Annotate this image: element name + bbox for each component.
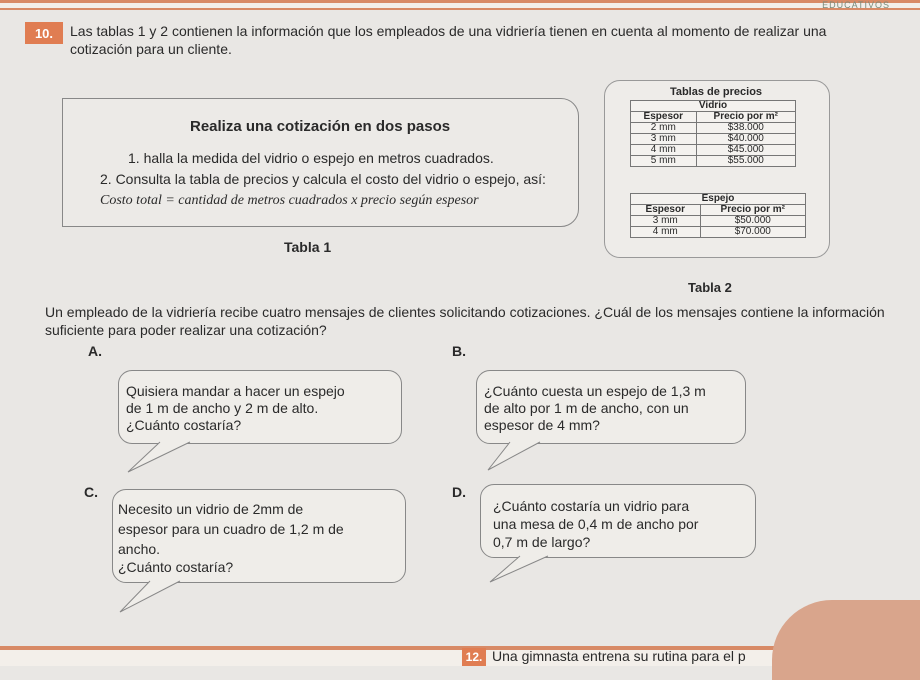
- tabla1-step2: 2. Consulta la tabla de precios y calcula el costo del vidrio o espejo, así:: [100, 171, 546, 187]
- thumb-image: [772, 600, 920, 680]
- tabla2-label: Tabla 2: [688, 280, 732, 295]
- option-c-line: espesor para un cuadro de 1,2 m de: [118, 521, 344, 537]
- question12-number: 12.: [462, 648, 486, 666]
- table-row: [631, 156, 796, 167]
- table-row: [631, 123, 796, 134]
- vidrio-precio: $55.000: [696, 156, 795, 167]
- question-number: 10.: [25, 22, 63, 44]
- option-b-tail: [488, 442, 540, 470]
- espejo-col-espesor: Espesor: [631, 205, 701, 216]
- vidrio-col-precio: Precio por m²: [696, 112, 795, 123]
- espejo-precio: $70.000: [700, 227, 805, 238]
- option-a-label: A.: [88, 343, 102, 359]
- tabla1-title: Realiza una cotización en dos pasos: [190, 118, 451, 135]
- vidrio-price-table: [630, 100, 796, 167]
- espejo-title: Espejo: [631, 194, 806, 205]
- option-a-line: Quisiera mandar a hacer un espejo: [126, 383, 345, 399]
- table-row: [631, 216, 806, 227]
- vidrio-precio: $45.000: [696, 145, 795, 156]
- option-d-tail: [490, 556, 548, 582]
- vidrio-precio: $40.000: [696, 134, 795, 145]
- option-a-tail: [128, 442, 190, 472]
- option-d-line: una mesa de 0,4 m de ancho por: [493, 516, 699, 532]
- tabla1-label: Tabla 1: [284, 239, 332, 255]
- option-c-line: ancho.: [118, 541, 161, 557]
- option-c-tail: [120, 581, 180, 612]
- option-b-line: espesor de 4 mm?: [484, 417, 600, 433]
- table-row: [631, 227, 806, 238]
- vidrio-espesor: 3 mm: [631, 134, 697, 145]
- option-c-line: Necesito un vidrio de 2mm de: [118, 501, 304, 517]
- vidrio-espesor: 4 mm: [631, 145, 697, 156]
- option-c-label: C.: [84, 484, 98, 500]
- table-row: [631, 134, 796, 145]
- tabla1-step1: 1. halla la medida del vidrio o espejo en metros cuadrados.: [128, 150, 494, 166]
- option-d-line: 0,7 m de largo?: [493, 534, 591, 550]
- option-a-line: ¿Cuánto costaría?: [126, 417, 242, 433]
- top-bar-stripe: [0, 3, 920, 8]
- espejo-espesor: 4 mm: [631, 227, 701, 238]
- espejo-precio: $50.000: [700, 216, 805, 227]
- question-intro: Las tablas 1 y 2 contienen la información que los empleados de una vidriería tienen en cuenta al momento de realizar una cotización para un cliente.: [70, 23, 827, 57]
- vidrio-espesor: 2 mm: [631, 123, 697, 134]
- brand-logo: EDUCATIVOS: [822, 0, 890, 10]
- option-b-label: B.: [452, 343, 466, 359]
- question12-text: Una gimnasta entrena su rutina para el p: [492, 648, 746, 664]
- table-row: [631, 145, 796, 156]
- tabla1-formula: Costo total = cantidad de metros cuadrados x precio según espesor: [100, 193, 479, 208]
- espejo-price-table: [630, 193, 806, 238]
- option-d-line: ¿Cuánto costaría un vidrio para: [493, 498, 690, 514]
- vidrio-precio: $38.000: [696, 123, 795, 134]
- vidrio-col-espesor: Espesor: [631, 112, 697, 123]
- option-a-line: de 1 m de ancho y 2 m de alto.: [126, 400, 319, 416]
- vidrio-espesor: 5 mm: [631, 156, 697, 167]
- tabla2-title: Tablas de precios: [669, 86, 763, 98]
- vidrio-title: Vidrio: [631, 101, 796, 112]
- option-c-line: ¿Cuánto costaría?: [118, 559, 234, 575]
- espejo-espesor: 3 mm: [631, 216, 701, 227]
- option-b-line: de alto por 1 m de ancho, con un: [484, 400, 689, 416]
- espejo-col-precio: Precio por m²: [700, 205, 805, 216]
- question-text: Un empleado de la vidriería recibe cuatro mensajes de clientes solicitando cotizaciones. ¿Cuál de los mensajes contiene la información suficiente para poder realizar una cotización?: [45, 304, 885, 338]
- option-d-label: D.: [452, 484, 466, 500]
- option-b-line: ¿Cuánto cuesta un espejo de 1,3 m: [484, 383, 706, 399]
